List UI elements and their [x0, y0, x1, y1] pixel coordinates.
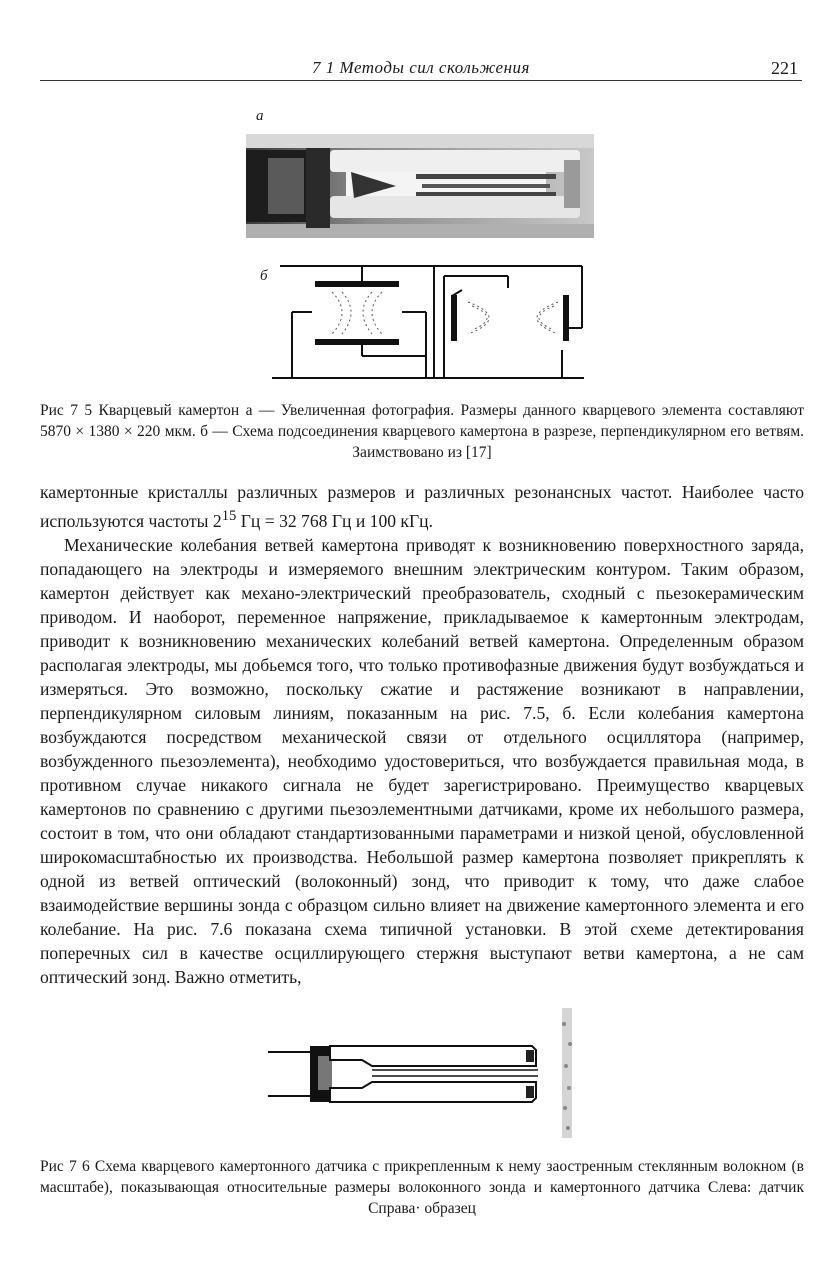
body-text	[40, 480, 804, 989]
paragraph-1-tail: Гц = 32 768 Гц и 100 кГц.	[236, 510, 433, 531]
page-number: 221	[771, 58, 798, 78]
tuning-fork-sensor-drawing	[262, 1004, 586, 1144]
paragraph-2: Механические колебания ветвей камертона приводят к возникновению поверхностного заряда, попадающего на электроды и измеряемого внешним электрическим контуром. Таким образом, камертон действует как механо-электрический преобразователь, сходный с пьезокерамическим приводом. И наоборот, переменное напряжение, прикладываемое к камертонным электродам, приводит к возникновению механических колебаний ветвей камертона. Определенным образом располагая электроды, мы добьемся того, что только противофазные движения будут возбуждаться и измеряться. Это возможно, поскольку сжатие и растяжение возникают в направлении, перпендикулярном силовым линиям, показанным на рис. 7.5, б. Если колебания камертона возбуждаются посредством механической связи от отдельного осциллятора (например, возбужденного пьезоэлемента), необходимо удостовериться, что возбуждается правильная мода, в противном случае никакого сигнала не будет зарегистрировано. Преимущество кварцевых камертонов по сравнению с другими пьезоэлементными датчиками, кроме их небольшого размера, состоит в том, что они обладают стандартизованными параметрами и низкой ценой, обусловленной широкомасштабностью их производства. Небольшой размер камертона позволяет прикреплять к одной из ветвей оптический (волоконный) зонд, что приводит к тому, что даже слабое взаимодействие вершины зонда с образцом сильно влияет на движение камертонного элемента и его колебание. На рис. 7.6 показана схема типичной установки. В этой схеме детектирования поперечных сил в качестве осциллирующего стержня выступают ветви камертона, а не сам оптический зонд. Важно отметить,	[40, 534, 804, 987]
paragraph-1	[40, 480, 804, 533]
figure-7-6-caption: Рис 7 6 Схема кварцевого камертонного датчика с прикрепленным к нему заостренным стеклянным волокном (в масштабе), показывающая относительные размеры волоконного зонда и камертонного датчика Слева: датчик Справа· образец	[40, 1158, 804, 1217]
paragraph-1-text: камертонные кристаллы различных размеров и различных резонансных частот. Наиболее часто используются частоты 2	[40, 482, 804, 531]
figure-7-5-caption: Рис 7 5 Кварцевый камертон а — Увеличенная фотография. Размеры данного кварцевого элемента составляют 5870 × 1380 × 220 мкм. б — Схема подсоединения кварцевого камертона в разрезе, перпендикулярном его ветвям. Заимствовано из [17]	[40, 402, 804, 461]
figure-label-a: а	[256, 108, 264, 124]
tuning-fork-circuit-schematic	[272, 262, 602, 384]
running-header	[40, 58, 802, 81]
running-title: 7 1 Методы сил скольжения	[312, 58, 530, 77]
figure-label-b: б	[260, 268, 268, 284]
tuning-fork-photo	[246, 120, 594, 246]
frequency-exponent: 15	[221, 508, 237, 524]
